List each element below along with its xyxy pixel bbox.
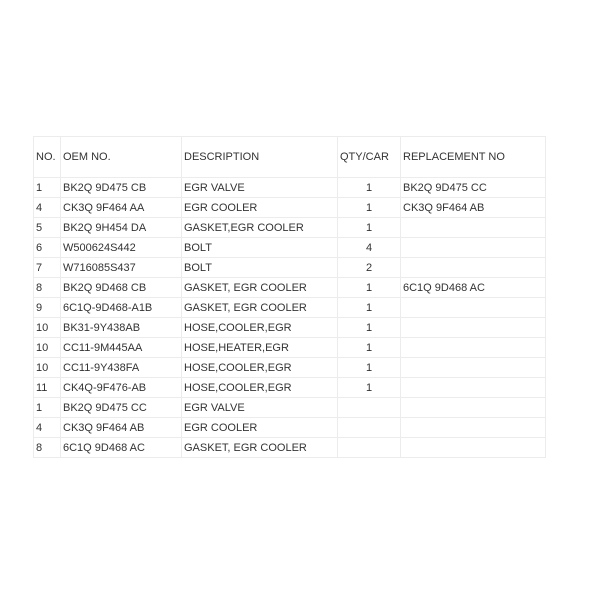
cell-no: 1 [34,398,61,418]
header-row [34,137,546,178]
cell-description: HOSE,COOLER,EGR [182,378,338,398]
cell-qty-car: 1 [338,318,401,338]
table-row [34,198,546,218]
cell-no: 10 [34,358,61,378]
cell-description: HOSE,COOLER,EGR [182,318,338,338]
cell-description: HOSE,HEATER,EGR [182,338,338,358]
cell-replacement-no: 6C1Q 9D468 AC [401,278,546,298]
header-oem-no: OEM NO. [61,137,182,178]
cell-oem-no: W500624S442 [61,238,182,258]
table-row [34,258,546,278]
table-row [34,318,546,338]
cell-oem-no: CK3Q 9F464 AB [61,418,182,438]
cell-description: BOLT [182,238,338,258]
table-row [34,178,546,198]
cell-replacement-no [401,338,546,358]
cell-replacement-no [401,238,546,258]
cell-replacement-no [401,398,546,418]
cell-description: GASKET,EGR COOLER [182,218,338,238]
cell-oem-no: CK3Q 9F464 AA [61,198,182,218]
table-row [34,238,546,258]
header-no: NO. [34,137,61,178]
cell-replacement-no [401,318,546,338]
cell-replacement-no [401,258,546,278]
cell-description: HOSE,COOLER,EGR [182,358,338,378]
table-body [34,178,546,458]
cell-oem-no: 6C1Q-9D468-A1B [61,298,182,318]
cell-no: 11 [34,378,61,398]
cell-qty-car: 1 [338,358,401,378]
table-row [34,398,546,418]
cell-description: GASKET, EGR COOLER [182,298,338,318]
cell-qty-car: 1 [338,218,401,238]
cell-replacement-no: CK3Q 9F464 AB [401,198,546,218]
cell-oem-no: CC11-9Y438FA [61,358,182,378]
cell-no: 5 [34,218,61,238]
cell-oem-no: CK4Q-9F476-AB [61,378,182,398]
cell-qty-car: 1 [338,338,401,358]
cell-qty-car: 1 [338,178,401,198]
table-row [34,218,546,238]
table-header [34,137,546,178]
header-replacement-no: REPLACEMENT NO [401,137,546,178]
cell-no: 4 [34,198,61,218]
cell-no: 7 [34,258,61,278]
cell-description: GASKET, EGR COOLER [182,278,338,298]
cell-oem-no: BK2Q 9D468 CB [61,278,182,298]
cell-oem-no: BK2Q 9D475 CB [61,178,182,198]
cell-description: BOLT [182,258,338,278]
cell-replacement-no [401,358,546,378]
table-row [34,278,546,298]
cell-no: 8 [34,278,61,298]
cell-replacement-no [401,378,546,398]
cell-no: 8 [34,438,61,458]
cell-description: EGR VALVE [182,398,338,418]
cell-oem-no: 6C1Q 9D468 AC [61,438,182,458]
cell-qty-car: 4 [338,238,401,258]
parts-table-container [33,136,545,458]
table-row [34,378,546,398]
cell-no: 1 [34,178,61,198]
cell-qty-car: 1 [338,298,401,318]
cell-oem-no: BK31-9Y438AB [61,318,182,338]
table-row [34,358,546,378]
cell-replacement-no [401,298,546,318]
cell-no: 9 [34,298,61,318]
cell-no: 4 [34,418,61,438]
cell-oem-no: CC11-9M445AA [61,338,182,358]
cell-description: EGR COOLER [182,418,338,438]
cell-description: EGR COOLER [182,198,338,218]
cell-replacement-no [401,218,546,238]
table-row [34,298,546,318]
cell-qty-car [338,398,401,418]
cell-oem-no: BK2Q 9H454 DA [61,218,182,238]
table-row [34,438,546,458]
cell-replacement-no [401,438,546,458]
cell-description: EGR VALVE [182,178,338,198]
cell-oem-no: W716085S437 [61,258,182,278]
cell-qty-car [338,418,401,438]
table-row [34,338,546,358]
cell-no: 10 [34,338,61,358]
cell-replacement-no [401,418,546,438]
cell-qty-car: 2 [338,258,401,278]
cell-replacement-no: BK2Q 9D475 CC [401,178,546,198]
cell-oem-no: BK2Q 9D475 CC [61,398,182,418]
cell-no: 10 [34,318,61,338]
cell-qty-car: 1 [338,278,401,298]
cell-qty-car: 1 [338,198,401,218]
table-row [34,418,546,438]
header-description: DESCRIPTION [182,137,338,178]
cell-no: 6 [34,238,61,258]
cell-qty-car [338,438,401,458]
cell-description: GASKET, EGR COOLER [182,438,338,458]
cell-qty-car: 1 [338,378,401,398]
header-qty-car: QTY/CAR [338,137,401,178]
parts-table [33,136,546,458]
